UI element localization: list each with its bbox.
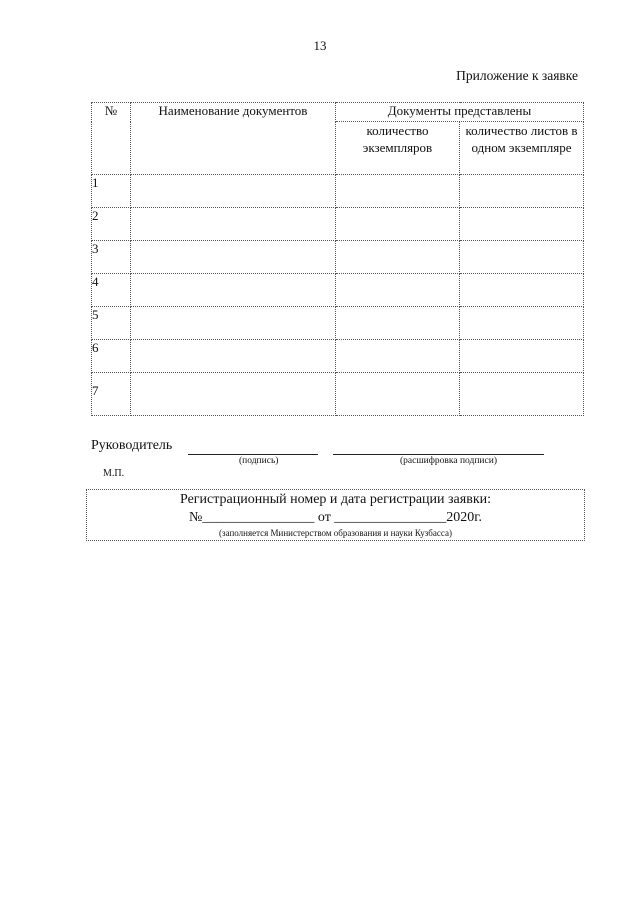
row-document-name-cell bbox=[131, 208, 336, 241]
registration-number-date: №________________ от ________________2020г. bbox=[189, 510, 482, 525]
signature-line bbox=[188, 454, 318, 455]
row-sheets-cell bbox=[460, 175, 584, 208]
row-document-name-cell bbox=[131, 274, 336, 307]
row-number: 6 bbox=[92, 340, 131, 373]
row-sheets-cell bbox=[460, 208, 584, 241]
row-copies-cell bbox=[336, 208, 460, 241]
row-document-name-cell bbox=[131, 373, 336, 416]
row-copies-cell bbox=[336, 241, 460, 274]
row-number: 3 bbox=[92, 241, 131, 274]
row-sheets-cell bbox=[460, 340, 584, 373]
row-number: 2 bbox=[92, 208, 131, 241]
row-sheets-cell bbox=[460, 307, 584, 340]
header-copies: количество экземпляров bbox=[336, 122, 460, 175]
row-number: 5 bbox=[92, 307, 131, 340]
stamp-label: М.П. bbox=[103, 468, 125, 479]
row-sheets-cell bbox=[460, 274, 584, 307]
row-copies-cell bbox=[336, 340, 460, 373]
registration-note: (заполняется Министерством образования и науки Кузбасса) bbox=[219, 528, 452, 538]
table-row bbox=[92, 373, 584, 416]
header-documents-provided: Документы представлены bbox=[336, 103, 584, 122]
header-document-name: Наименование документов bbox=[131, 103, 336, 175]
table-row bbox=[92, 307, 584, 340]
documents-table bbox=[91, 102, 584, 416]
appendix-title: Приложение к заявке bbox=[456, 68, 578, 83]
table-row bbox=[92, 274, 584, 307]
row-document-name-cell bbox=[131, 307, 336, 340]
table-body bbox=[92, 175, 584, 416]
row-document-name-cell bbox=[131, 175, 336, 208]
table-row bbox=[92, 340, 584, 373]
row-document-name-cell bbox=[131, 340, 336, 373]
header-sheets: количество листов в одном экземпляре bbox=[460, 122, 584, 175]
name-decoding-line bbox=[333, 454, 544, 455]
table-row bbox=[92, 208, 584, 241]
row-copies-cell bbox=[336, 373, 460, 416]
row-document-name-cell bbox=[131, 241, 336, 274]
registration-box bbox=[86, 489, 585, 541]
row-number: 4 bbox=[92, 274, 131, 307]
row-number: 7 bbox=[92, 373, 131, 416]
header-number: № bbox=[92, 103, 131, 175]
signature-caption: (подпись) bbox=[239, 456, 279, 466]
row-copies-cell bbox=[336, 274, 460, 307]
row-sheets-cell bbox=[460, 241, 584, 274]
row-number: 1 bbox=[92, 175, 131, 208]
row-copies-cell bbox=[336, 307, 460, 340]
row-copies-cell bbox=[336, 175, 460, 208]
name-decoding-caption: (расшифровка подписи) bbox=[400, 456, 497, 466]
row-sheets-cell bbox=[460, 373, 584, 416]
page-number: 13 bbox=[313, 38, 327, 53]
table-row bbox=[92, 241, 584, 274]
registration-title: Регистрационный номер и дата регистрации заявки: bbox=[179, 492, 492, 507]
table-row bbox=[92, 175, 584, 208]
director-label: Руководитель bbox=[91, 438, 173, 453]
